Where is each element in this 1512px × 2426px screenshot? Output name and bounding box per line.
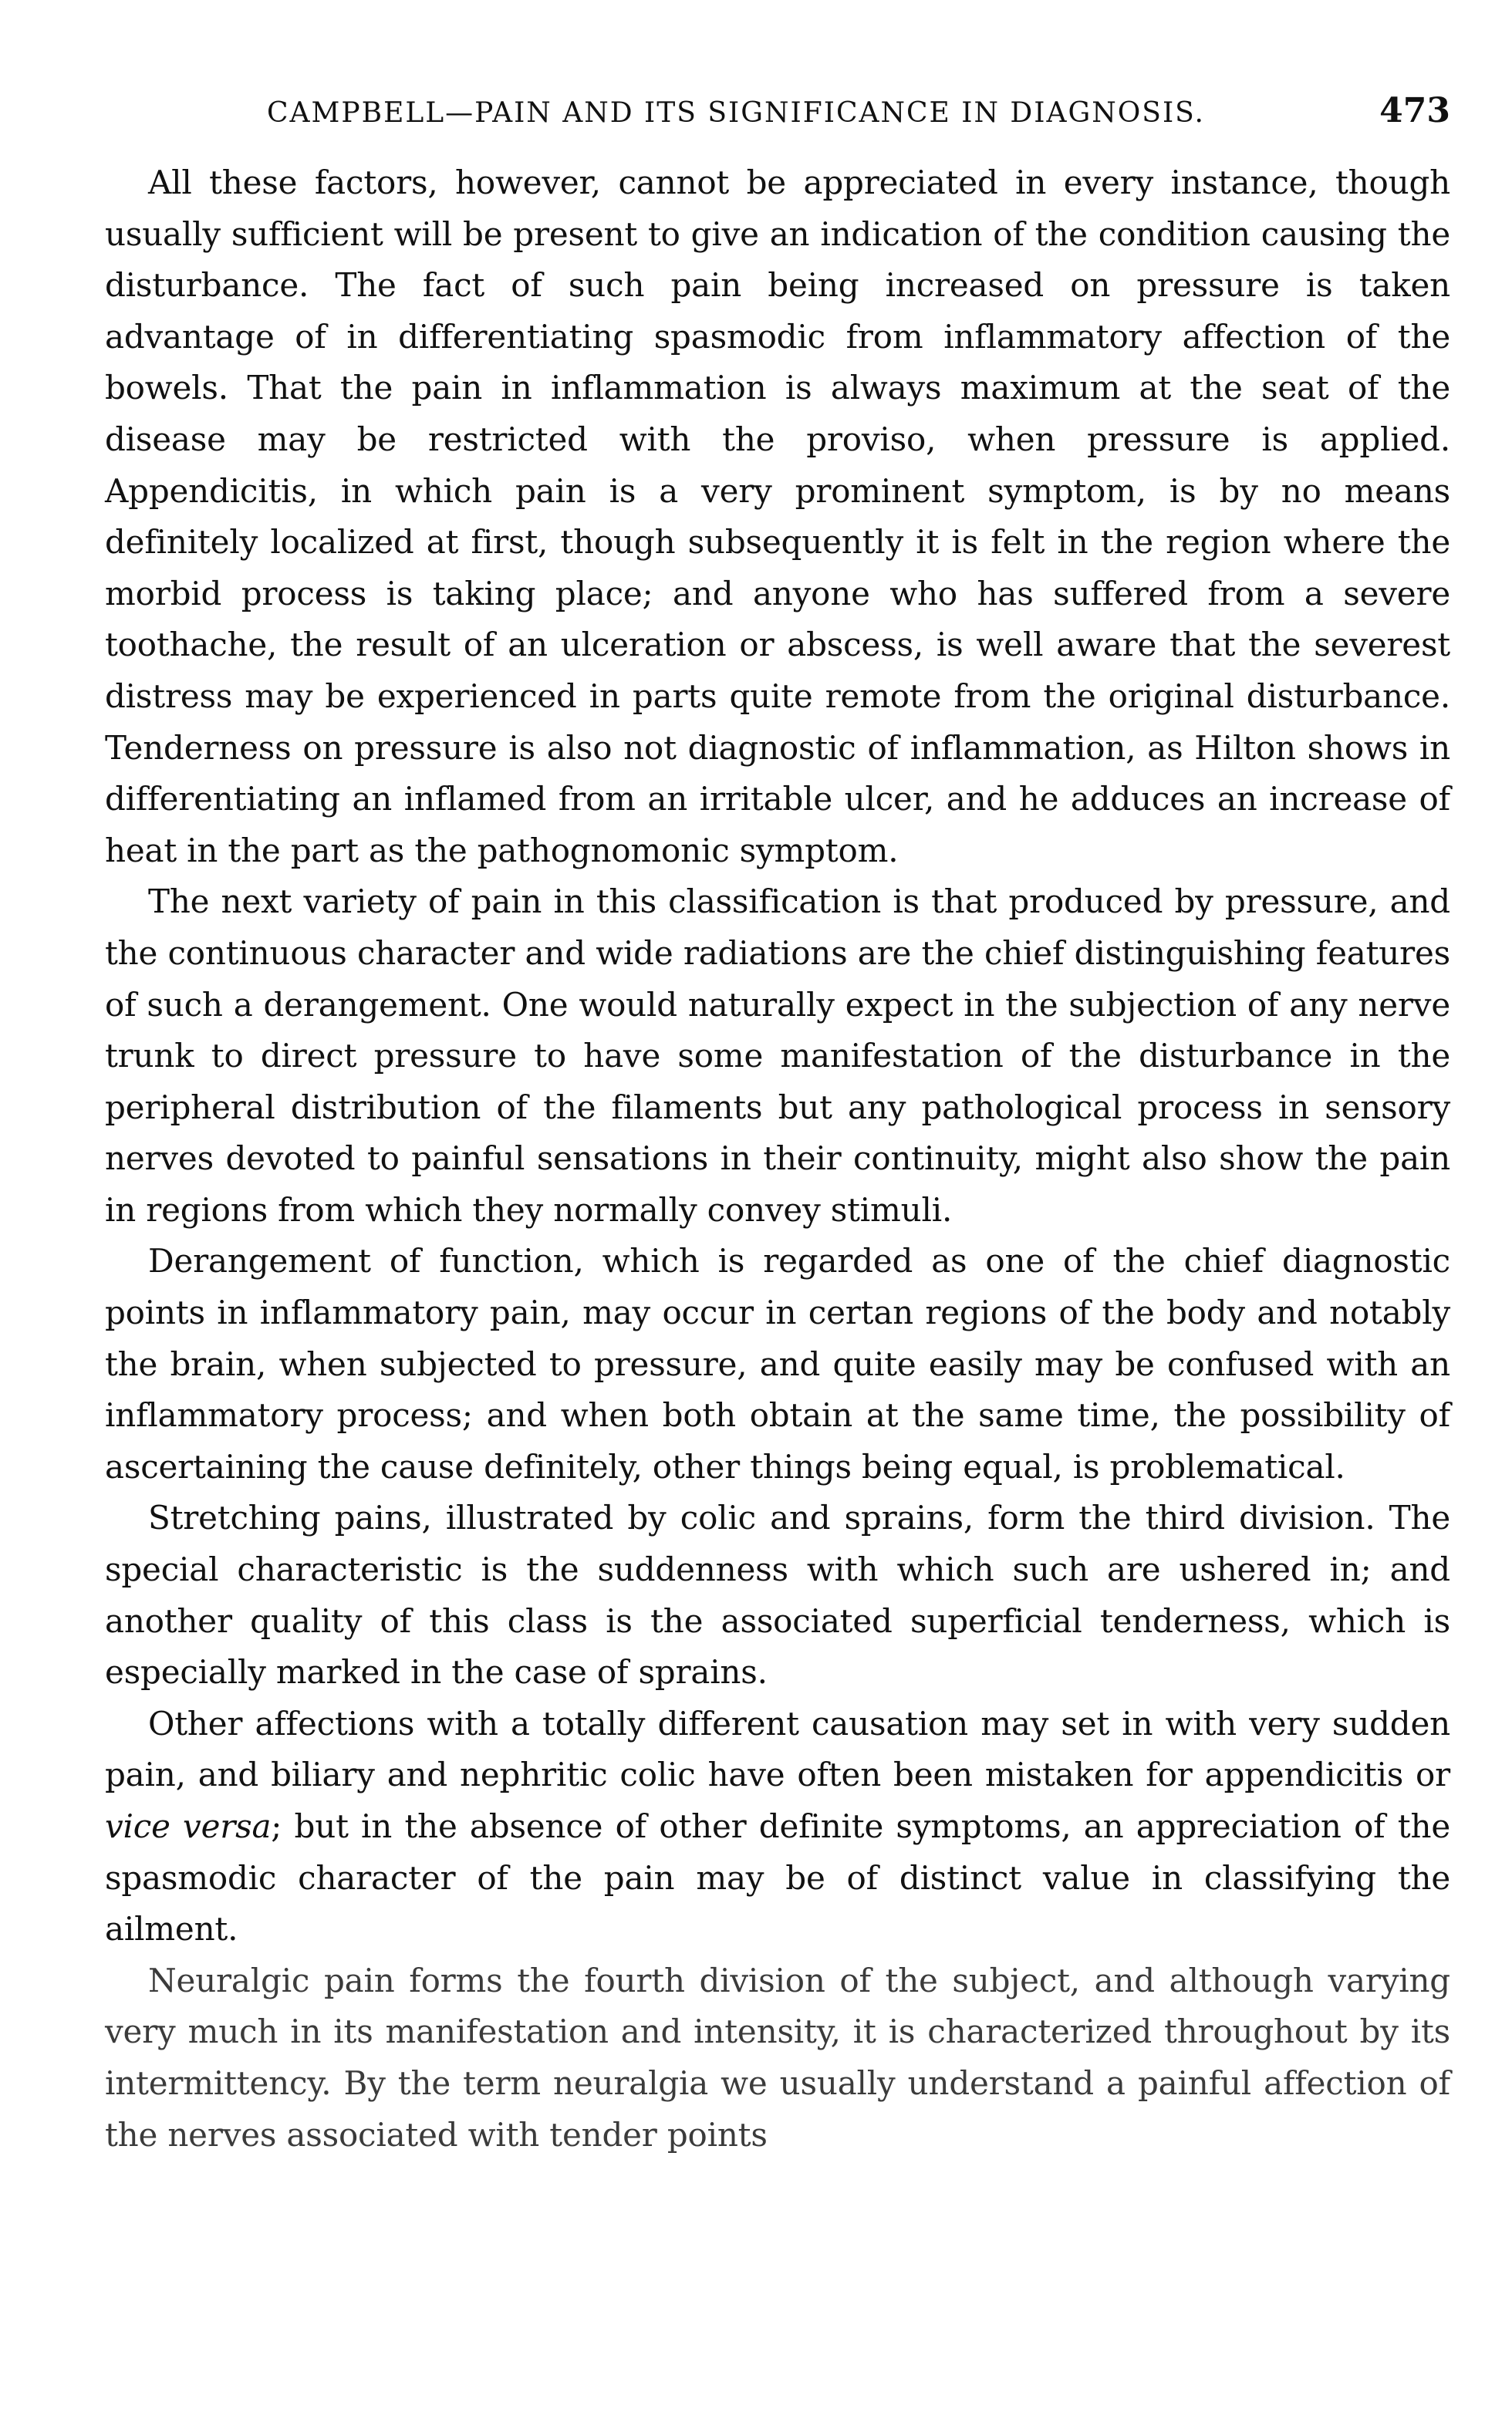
paragraph-derangement-of-function: Derangement of function, which is regarded as one of the chief diagnostic points in inflammatory pain, may occur in certan regions of the body and notably the brain, when subjected to pressure, and quite easily may be confused with an inflammatory process; and when both obtain at the same time, the possibility of ascertaining the cause definitely, other things being equal, is problematical. bbox=[105, 1242, 1450, 1486]
paragraph-pressure-pain: The next variety of pain in this classification is that produced by pressure, and the continuous character and wide radiations are the chief distinguishing features of such a derangement. One would naturally expect in the subjection of any nerve trunk to direct pressure to have some manifestation of the disturbance in the peripheral distribution of the filaments but any pathological process in sensory nerves devoted to painful sensations in their continuity, might also show the pain in regions from which they normally convey stimuli. bbox=[105, 882, 1450, 1229]
emphasis-vice-versa: vice versa bbox=[105, 1807, 272, 1845]
paragraph-other-affections-text-before: Other affections with a totally different causation may set in with very sudden pain, and biliary and nephritic colic have often been mistaken for appendicitis or bbox=[105, 1704, 1450, 1794]
document-page bbox=[105, 91, 1450, 2161]
paragraph-factors: All these factors, however, cannot be appreciated in every instance, though usually sufficient will be present to give an indication of the condition causing the disturbance. The fact of such pain being increased on pressure is taken advantage of in differentiating spasmodic from inflammatory affection of the bowels. That the pain in inflammation is always maximum at the seat of the disease may be restricted with the proviso, when pressure is applied. Appendicitis, in which pain is a very prominent symptom, is by no means definitely localized at first, though subsequently it is felt in the region where the morbid process is taking place; and anyone who has suffered from a severe toothache, the result of an ulceration or abscess, is well aware that the severest distress may be experienced in parts quite remote from the original disturbance. Tenderness on pressure is also not diagnostic of inflammation, as Hilton shows in differentiating an inflamed from an irritable ulcer, and he adduces an increase of heat in the part as the pathognomonic symptom. bbox=[105, 164, 1450, 869]
paragraph-other-affections bbox=[105, 1699, 1450, 1955]
body-text bbox=[105, 157, 1450, 2161]
paragraph-stretching-pains: Stretching pains, illustrated by colic and sprains, form the third division. The special characteristic is the suddenness with which such are ushered in; and another quality of this class is the associated superficial tenderness, which is especially marked in the case of sprains. bbox=[105, 1499, 1450, 1692]
paragraph-other-affections-text-after: ; but in the absence of other definite symptoms, an appreciation of the spasmodic character of the pain may be of distinct value in classifying the ailment. bbox=[105, 1807, 1450, 1949]
running-title: CAMPBELL—PAIN AND ITS SIGNIFICANCE IN DIAGNOSIS. bbox=[267, 97, 1205, 129]
paragraph-neuralgic-pain: Neuralgic pain forms the fourth division of the subject, and although varying very much in its manifestation and intensity, it is characterized throughout by its intermittency. By the term neuralgia we usually understand a painful affection of the nerves associated with tender points bbox=[105, 1961, 1450, 2154]
running-header bbox=[105, 91, 1450, 137]
page-number: 473 bbox=[1379, 91, 1450, 130]
